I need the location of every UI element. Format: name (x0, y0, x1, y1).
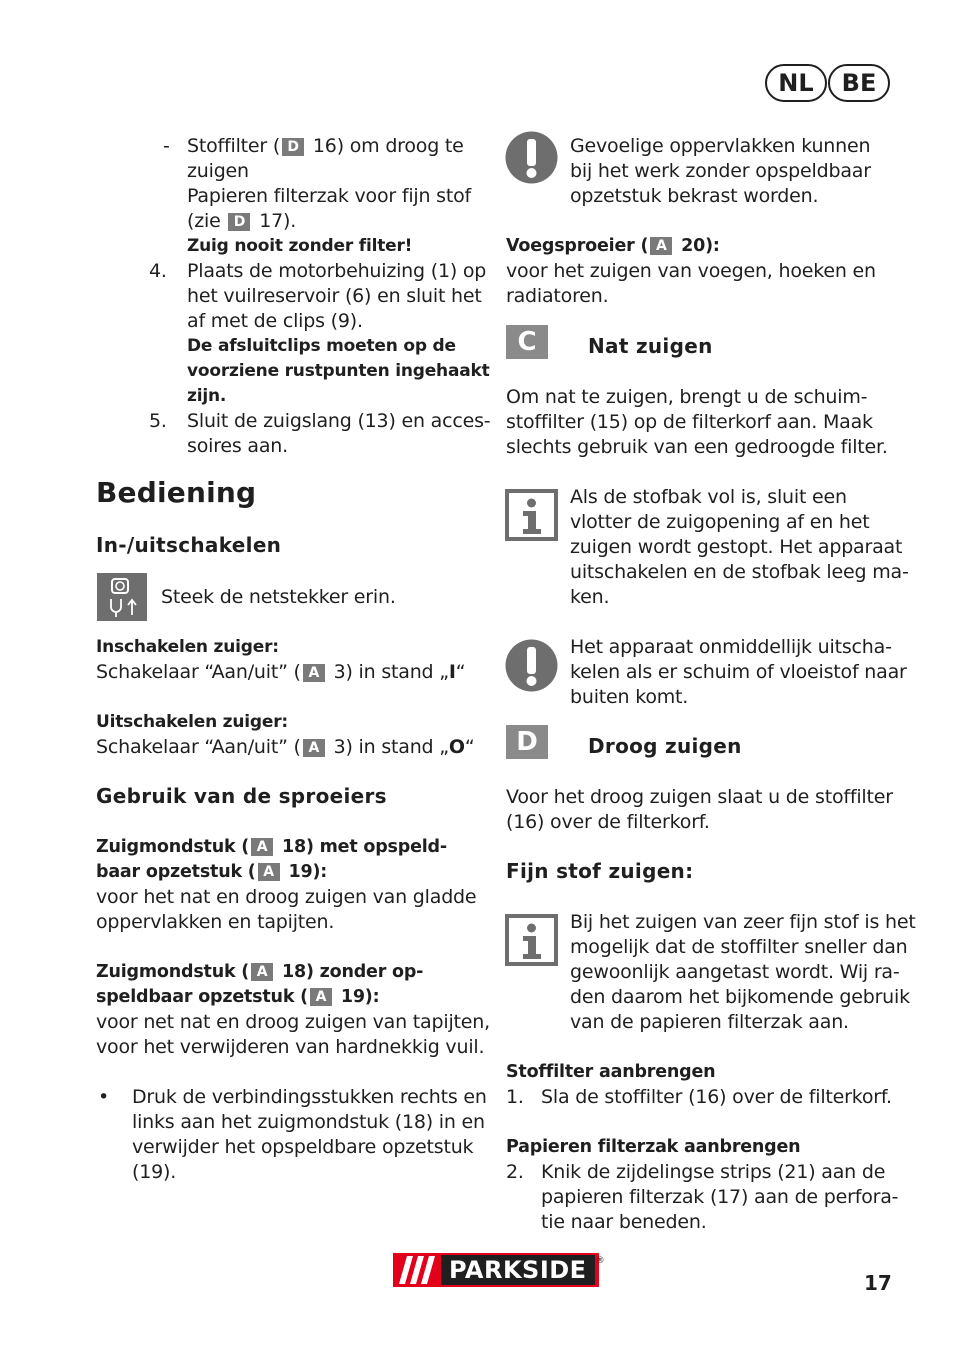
bold-note: zijn. (187, 386, 227, 406)
info-icon (505, 489, 558, 545)
text-line: zuigen (187, 160, 249, 182)
text-line: Het apparaat onmiddellijk uitscha- (570, 636, 892, 658)
list-number: 2. (506, 1161, 524, 1183)
text-line: Om nat te zuigen, brengt u de schuim- (506, 386, 868, 408)
section-badge-c: C (506, 325, 548, 359)
stoffilter-aanbrengen-title: Stoffilter aanbrengen (506, 1062, 716, 1082)
text-line: Plaats de motorbehuizing (1) op (187, 260, 487, 282)
list-number: 5. (149, 410, 167, 432)
text-line: Sla de stoffilter (16) over de filterkorf. (541, 1086, 892, 1108)
subsection-heading: Fijn stof zuigen: (506, 859, 694, 883)
registered-mark: ® (595, 1256, 605, 1266)
text-line: stoffilter (15) op de filterkorf aan. Maak (506, 411, 873, 433)
text-line: Sluit de zuigslang (13) en acces- (187, 410, 491, 432)
text-line: opzetstuk bekrast worden. (570, 185, 819, 207)
figure-badge: A (251, 838, 273, 856)
text-line: links aan het zuigmondstuk (18) in en (132, 1111, 485, 1133)
text-line: tie naar beneden. (541, 1211, 707, 1233)
stoffilter-line: Stoffilter ( D 16) om droog te (187, 135, 464, 157)
uitschakelen-text: Schakelaar “Aan/uit” ( A 3) in stand „O“ (96, 736, 475, 758)
zuigmondstuk1-title-2: baar opzetstuk ( A 19): (96, 862, 328, 882)
text-line: (19). (132, 1161, 177, 1183)
figure-badge: D (228, 213, 250, 231)
text-line: ken. (570, 586, 610, 608)
figure-badge: A (310, 988, 332, 1006)
bold-note: De afsluitclips moeten op de (187, 336, 456, 356)
figure-badge: D (282, 138, 304, 156)
text-line: kelen als er schuim of vloeistof naar (570, 661, 907, 683)
plug-icon (97, 573, 147, 621)
inschakelen-title: Inschakelen zuiger: (96, 637, 279, 657)
text-line: slechts gebruik van een gedroogde filter. (506, 436, 888, 458)
section-badge-d: D (506, 725, 548, 759)
text-line: buiten komt. (570, 686, 689, 708)
figure-badge: A (303, 739, 325, 757)
text-line: oppervlakken en tapijten. (96, 911, 335, 933)
text-line: verwijder het opspeldbare opzetstuk (132, 1136, 474, 1158)
text-line: Papieren filterzak voor fijn stof (187, 185, 472, 207)
text-line: soires aan. (187, 435, 288, 457)
bold-note: voorziene rustpunten ingehaakt (187, 361, 490, 381)
text-line: voor het zuigen van voegen, hoeken en (506, 260, 876, 282)
parkside-logo (393, 1253, 605, 1287)
text-line: voor het verwijderen van hardnekkig vuil. (96, 1036, 485, 1058)
figure-badge: A (258, 863, 280, 881)
text-line: zuigen wordt gestopt. Het apparaat (570, 536, 903, 558)
subsection-heading: Nat zuigen (588, 334, 713, 358)
text-line: van de papieren filterzak aan. (570, 1011, 849, 1033)
zuigmondstuk2-title: Zuigmondstuk ( A 18) zonder op- (96, 962, 424, 982)
warning-text: Zuig nooit zonder filter! (187, 236, 413, 256)
text-line: Bij het zuigen van zeer fijn stof is het (570, 911, 916, 933)
text-line: voor het nat en droog zuigen van gladde (96, 886, 477, 908)
subsection-heading: Droog zuigen (588, 734, 742, 758)
subsection-heading: In-/uitschakelen (96, 533, 282, 557)
text-line: papieren filterzak (17) aan de perfora- (541, 1186, 899, 1208)
plug-instruction: Steek de netstekker erin. (161, 586, 396, 608)
subsection-heading: Gebruik van de sproeiers (96, 784, 387, 808)
lang-badge-be: BE (828, 64, 890, 102)
text-line: bij het werk zonder opspeldbaar (570, 160, 871, 182)
text-line: Gevoelige oppervlakken kunnen (570, 135, 871, 157)
inschakelen-text: Schakelaar “Aan/uit” ( A 3) in stand „I“ (96, 661, 466, 683)
zuigmondstuk1-title: Zuigmondstuk ( A 18) met opspeld- (96, 837, 447, 857)
papier-ref-line: (zie D 17). (187, 210, 297, 232)
list-dash: - (163, 135, 170, 157)
text-line: mogelijk dat de stoffilter sneller dan (570, 936, 908, 958)
page-number: 17 (864, 1271, 892, 1295)
voegsproeier-title: Voegsproeier ( A 20): (506, 236, 720, 256)
list-number: 4. (149, 260, 167, 282)
text-line: Voor het droog zuigen slaat u de stoffilter (506, 786, 893, 808)
text-line: Knik de zijdelingse strips (21) aan de (541, 1161, 886, 1183)
text-line: af met de clips (9). (187, 310, 363, 332)
text-line: voor net nat en droog zuigen van tapijten, (96, 1011, 490, 1033)
lang-badge-nl: NL (765, 64, 827, 102)
papieren-filterzak-title: Papieren filterzak aanbrengen (506, 1137, 801, 1157)
exclamation-icon (505, 131, 558, 188)
text-line: radiatoren. (506, 285, 609, 307)
uitschakelen-title: Uitschakelen zuiger: (96, 712, 288, 732)
text-line: Als de stofbak vol is, sluit een (570, 486, 847, 508)
bullet-dot: • (98, 1086, 110, 1108)
text-line: uitschakelen en de stofbak leeg ma- (570, 561, 909, 583)
figure-badge: A (251, 963, 273, 981)
section-heading: Bediening (96, 476, 257, 509)
logo-wordmark: PARKSIDE (441, 1255, 595, 1285)
text-line: gewoonlijk aangetast wordt. Wij ra- (570, 961, 900, 983)
text-line: (16) over de filterkorf. (506, 811, 710, 833)
text-line: Druk de verbindingsstukken rechts en (132, 1086, 487, 1108)
exclamation-icon (505, 639, 558, 696)
info-icon (505, 914, 558, 970)
text-line: vlotter de zuigopening af en het (570, 511, 870, 533)
text-line: den daarom het bijkomende gebruik (570, 986, 910, 1008)
list-number: 1. (506, 1086, 524, 1108)
figure-badge: A (303, 664, 325, 682)
zuigmondstuk2-title-2: speldbaar opzetstuk ( A 19): (96, 987, 380, 1007)
figure-badge: A (650, 237, 672, 255)
logo-stripes-icon (399, 1256, 439, 1284)
text-line: het vuilreservoir (6) en sluit het (187, 285, 482, 307)
